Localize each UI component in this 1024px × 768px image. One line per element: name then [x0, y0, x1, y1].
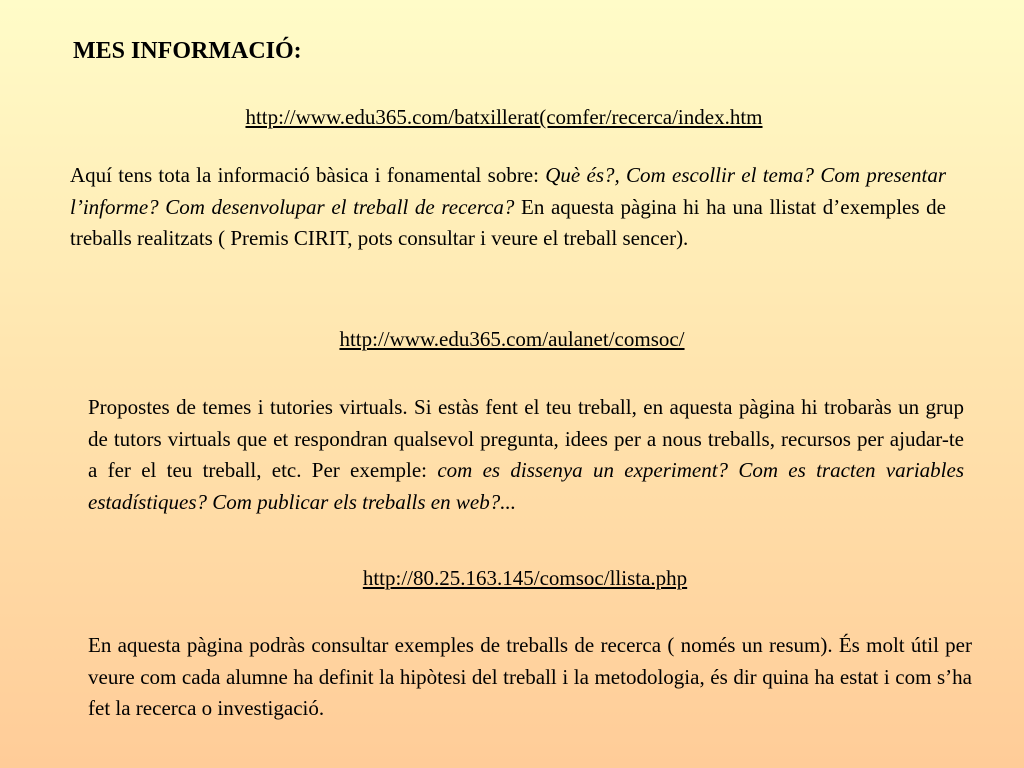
- description-text: Aquí tens tota la informació bàsica i fonamental sobre:: [70, 163, 546, 187]
- description-text: En aquesta pàgina hi ha una llistat d’exemples de treballs realitzats ( Premis CIRIT, pots consultar i veure el treball sencer).: [70, 194, 946, 250]
- edu365-aulanet-link[interactable]: http://www.edu365.com/aulanet/comsoc/: [339, 327, 685, 351]
- description-questions: Què és?, Com escollir el tema? Com presentar l’informe? Com desenvolupar el treball de recerca?: [70, 163, 946, 219]
- comsoc-llista-link[interactable]: http://80.25.163.145/comsoc/llista.php: [362, 566, 688, 590]
- description-text: Propostes de temes i tutories virtuals. Si estàs fent el teu treball, en aquesta pàgina hi trobaràs un grup de tutors virtuals que et respondran qualsevol pregunta, idees per a nous treballs, recursos per ajudar-te a fer el teu treball, etc. Per exemple:: [88, 395, 964, 482]
- page-title: MES INFORMACIÓ:: [73, 38, 302, 64]
- llista-description: [88, 630, 972, 725]
- edu365-batxillerat-link[interactable]: http://www.edu365.com/batxillerat(comfer/recerca/index.htm: [245, 105, 763, 129]
- description-questions: com es dissenya un experiment? Com es tracten variables estadístiques? Com publicar els treballs en web?...: [88, 458, 964, 514]
- aulanet-description: [88, 392, 964, 518]
- description-text: En aquesta pàgina podràs consultar exemples de treballs de recerca ( només un resum). És molt útil per veure com cada alumne ha definit la hipòtesi del treball i la metodologia, és dir quina ha estat i com s’ha fet la recerca o investigació.: [88, 633, 972, 720]
- batxillerat-description: [70, 160, 946, 255]
